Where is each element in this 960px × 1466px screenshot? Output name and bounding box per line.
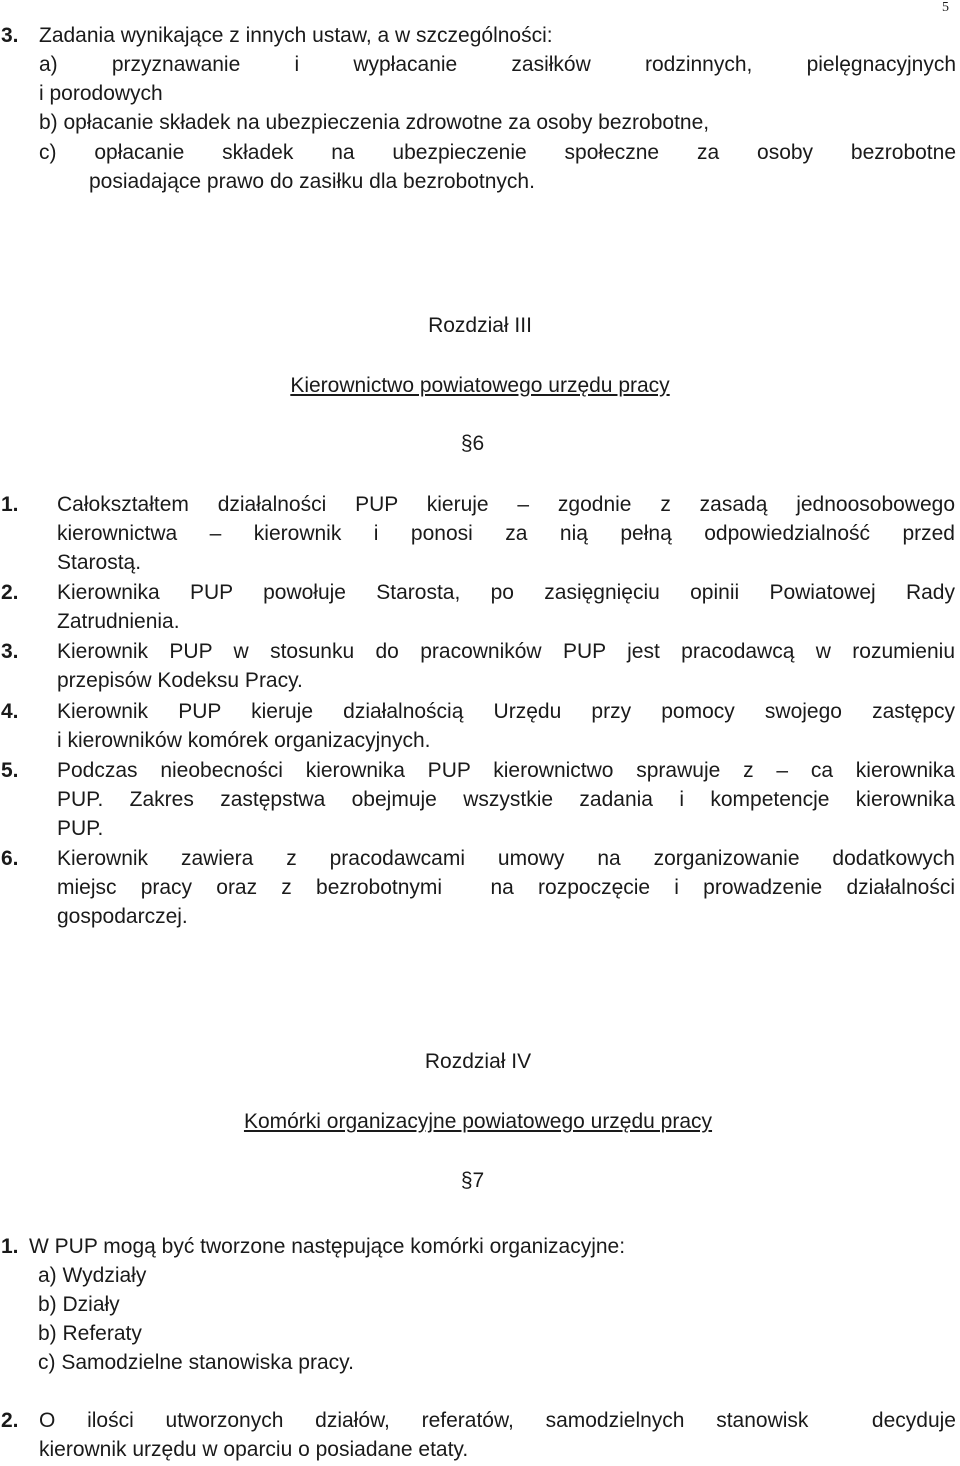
page-number: 5	[942, 0, 949, 15]
item-number: 2.	[1, 1409, 19, 1432]
item-line: Kierownik PUP w stosunku do pracowników PUP jest pracodawcą w rozumieniu	[57, 640, 955, 663]
section-3-item-a-line2: i porodowych	[39, 82, 163, 105]
item-line: gospodarczej.	[57, 905, 188, 928]
item-number: 1.	[1, 493, 19, 516]
item-number: 3.	[1, 640, 19, 663]
chapter-4-title: Rozdział IV	[424, 1050, 532, 1073]
section-3-item-a-line1: a) przyznawanie i wypłacanie zasiłków rodzinnych, pielęgnacyjnych	[39, 53, 956, 76]
list-item: a) Wydziały	[38, 1264, 147, 1287]
item-line: Kierownika PUP powołuje Starosta, po zasięgnięciu opinii Powiatowej Rady	[57, 581, 955, 604]
section-3-item-c-line2: posiadające prawo do zasiłku dla bezrobotnych.	[89, 170, 535, 193]
item-number: 2.	[1, 581, 19, 604]
item-line: Kierownik zawiera z pracodawcami umowy na zorganizowanie dodatkowych	[57, 847, 955, 870]
item-line: przepisów Kodeksu Pracy.	[57, 669, 303, 692]
list-item: c) Samodzielne stanowiska pracy.	[38, 1351, 354, 1374]
list-item: b) Działy	[38, 1293, 120, 1316]
chapter-4-paragraph-mark: §7	[460, 1169, 485, 1192]
item-number: 6.	[1, 847, 19, 870]
item-line: Starostą.	[57, 551, 142, 574]
chapter-3-subtitle: Kierownictwo powiatowego urzędu pracy	[290, 374, 670, 397]
chapter-4-subtitle: Komórki organizacyjne powiatowego urzędu pracy	[243, 1110, 713, 1133]
item-number: 5.	[1, 759, 19, 782]
item-line: PUP. Zakres zastępstwa obejmuje wszystkie zadania i kompetencje kierownika	[57, 788, 955, 811]
item-line: O ilości utworzonych działów, referatów, samodzielnych stanowisk decyduje	[39, 1409, 956, 1432]
chapter-3-paragraph-mark: §6	[460, 432, 485, 455]
section-3-item-c-line1: c) opłacanie składek na ubezpieczenie społeczne za osoby bezrobotne	[39, 141, 956, 164]
item-line: miejsc pracy oraz z bezrobotnymi na rozpoczęcie i prowadzenie działalności	[57, 876, 955, 899]
section-3-intro: Zadania wynikające z innych ustaw, a w szczególności:	[39, 24, 553, 47]
item-line: PUP.	[57, 817, 104, 840]
item-line: i kierowników komórek organizacyjnych.	[57, 729, 431, 752]
item-text: W PUP mogą być tworzone następujące komórki organizacyjne:	[29, 1235, 626, 1258]
chapter-3-title: Rozdział III	[428, 314, 532, 337]
section-3-number: 3.	[1, 24, 19, 47]
list-item: b) Referaty	[38, 1322, 142, 1345]
item-number: 4.	[1, 700, 19, 723]
item-number: 1.	[1, 1235, 19, 1258]
item-line: kierownik urzędu w oparciu o posiadane etaty.	[39, 1438, 469, 1461]
item-line: kierownictwa – kierownik i ponosi za nią pełną odpowiedzialność przed	[57, 522, 955, 545]
item-line: Podczas nieobecności kierownika PUP kierownictwo sprawuje z – ca kierownika	[57, 759, 955, 782]
section-3-item-b: b) opłacanie składek na ubezpieczenia zdrowotne za osoby bezrobotne,	[39, 111, 710, 134]
item-line: Zatrudnienia.	[57, 610, 180, 633]
item-line: Kierownik PUP kieruje działalnością Urzędu przy pomocy swojego zastępcy	[57, 700, 955, 723]
item-line: Całokształtem działalności PUP kieruje – zgodnie z zasadą jednoosobowego	[57, 493, 955, 516]
